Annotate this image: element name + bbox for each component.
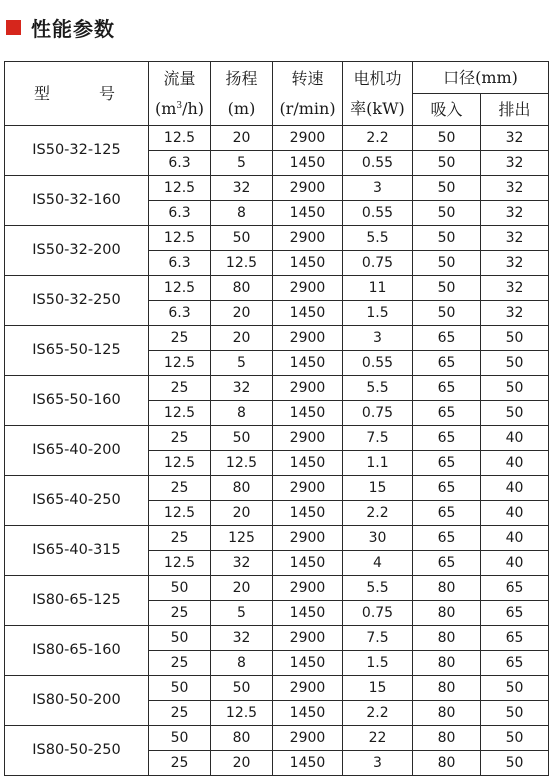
model-cell: IS80-50-200: [5, 676, 149, 726]
outlet-cell: 32: [481, 251, 549, 276]
power-cell: 3: [343, 326, 413, 351]
model-cell: IS65-50-125: [5, 326, 149, 376]
power-cell: 30: [343, 526, 413, 551]
power-cell: 1.5: [343, 301, 413, 326]
header-speed-unit: (r/min): [279, 98, 336, 118]
header-inlet: 吸入: [413, 94, 481, 126]
flow-cell: 50: [149, 576, 211, 601]
table-row: [5, 276, 549, 301]
outlet-cell: 65: [481, 626, 549, 651]
header-flow-unit-post: /h): [182, 98, 205, 118]
flow-cell: 12.5: [149, 226, 211, 251]
flow-cell: 6.3: [149, 201, 211, 226]
outlet-cell: 50: [481, 726, 549, 751]
flow-cell: 12.5: [149, 176, 211, 201]
head-cell: 32: [211, 376, 273, 401]
power-cell: 11: [343, 276, 413, 301]
flow-cell: 25: [149, 376, 211, 401]
head-cell: 50: [211, 226, 273, 251]
inlet-cell: 50: [413, 251, 481, 276]
flow-cell: 25: [149, 426, 211, 451]
head-cell: 80: [211, 476, 273, 501]
power-cell: 15: [343, 476, 413, 501]
table-row: [5, 226, 549, 251]
speed-cell: 2900: [273, 476, 343, 501]
power-cell: 0.75: [343, 601, 413, 626]
table-row: [5, 526, 549, 551]
inlet-cell: 80: [413, 676, 481, 701]
head-cell: 32: [211, 551, 273, 576]
flow-cell: 50: [149, 626, 211, 651]
speed-cell: 2900: [273, 726, 343, 751]
head-cell: 125: [211, 526, 273, 551]
outlet-cell: 50: [481, 376, 549, 401]
power-cell: 0.75: [343, 251, 413, 276]
speed-cell: 2900: [273, 126, 343, 151]
head-cell: 32: [211, 626, 273, 651]
flow-cell: 50: [149, 676, 211, 701]
inlet-cell: 80: [413, 726, 481, 751]
head-cell: 50: [211, 426, 273, 451]
section-heading: [6, 14, 115, 40]
flow-cell: 25: [149, 751, 211, 776]
inlet-cell: 80: [413, 601, 481, 626]
inlet-cell: 65: [413, 401, 481, 426]
inlet-cell: 65: [413, 476, 481, 501]
outlet-cell: 50: [481, 676, 549, 701]
speed-cell: 2900: [273, 226, 343, 251]
inlet-cell: 50: [413, 301, 481, 326]
speed-cell: 1450: [273, 251, 343, 276]
speed-cell: 1450: [273, 151, 343, 176]
speed-cell: 1450: [273, 301, 343, 326]
flow-cell: 12.5: [149, 351, 211, 376]
inlet-cell: 65: [413, 501, 481, 526]
header-model: 型 号: [5, 62, 149, 126]
flow-cell: 12.5: [149, 551, 211, 576]
header-power-unit: 率(kW): [350, 98, 405, 118]
model-cell: IS65-40-315: [5, 526, 149, 576]
header-flow-label: 流量: [163, 68, 196, 88]
flow-cell: 12.5: [149, 401, 211, 426]
outlet-cell: 32: [481, 226, 549, 251]
outlet-cell: 65: [481, 651, 549, 676]
power-cell: 15: [343, 676, 413, 701]
inlet-cell: 80: [413, 576, 481, 601]
table-row: [5, 676, 549, 701]
outlet-cell: 50: [481, 351, 549, 376]
inlet-cell: 65: [413, 551, 481, 576]
header-flow-unit-sup: 3: [176, 100, 183, 111]
speed-cell: 2900: [273, 176, 343, 201]
inlet-cell: 50: [413, 126, 481, 151]
power-cell: 3: [343, 176, 413, 201]
power-cell: 0.55: [343, 201, 413, 226]
outlet-cell: 40: [481, 426, 549, 451]
speed-cell: 1450: [273, 451, 343, 476]
head-cell: 12.5: [211, 701, 273, 726]
inlet-cell: 50: [413, 176, 481, 201]
flow-cell: 12.5: [149, 451, 211, 476]
power-cell: 1.5: [343, 651, 413, 676]
head-cell: 12.5: [211, 251, 273, 276]
power-cell: 2.2: [343, 501, 413, 526]
head-cell: 80: [211, 726, 273, 751]
outlet-cell: 40: [481, 476, 549, 501]
outlet-cell: 32: [481, 276, 549, 301]
outlet-cell: 40: [481, 551, 549, 576]
outlet-cell: 65: [481, 576, 549, 601]
inlet-cell: 65: [413, 351, 481, 376]
outlet-cell: 40: [481, 501, 549, 526]
inlet-cell: 50: [413, 151, 481, 176]
outlet-cell: 65: [481, 601, 549, 626]
outlet-cell: 40: [481, 451, 549, 476]
head-cell: 5: [211, 351, 273, 376]
table-header: [5, 62, 549, 126]
header-flow-unit-pre: (m: [154, 98, 177, 118]
table-row: [5, 626, 549, 651]
power-cell: 5.5: [343, 226, 413, 251]
speed-cell: 1450: [273, 601, 343, 626]
model-cell: IS50-32-200: [5, 226, 149, 276]
inlet-cell: 80: [413, 651, 481, 676]
header-outlet: 排出: [481, 94, 549, 126]
flow-cell: 12.5: [149, 276, 211, 301]
power-cell: 2.2: [343, 701, 413, 726]
speed-cell: 2900: [273, 426, 343, 451]
power-cell: 5.5: [343, 376, 413, 401]
inlet-cell: 80: [413, 751, 481, 776]
table-row: [5, 126, 549, 151]
flow-cell: 12.5: [149, 126, 211, 151]
inlet-cell: 65: [413, 451, 481, 476]
model-cell: IS80-65-160: [5, 626, 149, 676]
speed-cell: 1450: [273, 201, 343, 226]
red-square-marker: [6, 20, 21, 35]
outlet-cell: 50: [481, 326, 549, 351]
inlet-cell: 50: [413, 226, 481, 251]
flow-cell: 6.3: [149, 301, 211, 326]
inlet-cell: 65: [413, 326, 481, 351]
power-cell: 0.55: [343, 351, 413, 376]
header-speed-label: 转速: [291, 68, 324, 88]
inlet-cell: 50: [413, 201, 481, 226]
head-cell: 20: [211, 301, 273, 326]
speed-cell: 1450: [273, 551, 343, 576]
flow-cell: 6.3: [149, 251, 211, 276]
table-row: [5, 326, 549, 351]
model-cell: IS65-50-160: [5, 376, 149, 426]
power-cell: 7.5: [343, 626, 413, 651]
table-row: [5, 176, 549, 201]
outlet-cell: 40: [481, 526, 549, 551]
header-diameter: 口径(mm): [413, 62, 549, 94]
inlet-cell: 65: [413, 526, 481, 551]
header-speed: [273, 62, 343, 126]
flow-cell: 25: [149, 651, 211, 676]
table-row: [5, 476, 549, 501]
flow-cell: 12.5: [149, 501, 211, 526]
head-cell: 20: [211, 126, 273, 151]
table-row: [5, 426, 549, 451]
flow-cell: 25: [149, 326, 211, 351]
power-cell: 1.1: [343, 451, 413, 476]
outlet-cell: 32: [481, 126, 549, 151]
speed-cell: 1450: [273, 501, 343, 526]
power-cell: 7.5: [343, 426, 413, 451]
head-cell: 8: [211, 201, 273, 226]
model-cell: IS65-40-200: [5, 426, 149, 476]
inlet-cell: 80: [413, 701, 481, 726]
outlet-cell: 32: [481, 301, 549, 326]
performance-table: [4, 61, 549, 776]
section-title: 性能参数: [31, 16, 115, 41]
speed-cell: 2900: [273, 276, 343, 301]
head-cell: 32: [211, 176, 273, 201]
head-cell: 5: [211, 151, 273, 176]
table-row: [5, 726, 549, 751]
head-cell: 12.5: [211, 451, 273, 476]
speed-cell: 1450: [273, 401, 343, 426]
outlet-cell: 50: [481, 401, 549, 426]
inlet-cell: 65: [413, 376, 481, 401]
flow-cell: 6.3: [149, 151, 211, 176]
head-cell: 20: [211, 326, 273, 351]
power-cell: 0.75: [343, 401, 413, 426]
header-power: [343, 62, 413, 126]
speed-cell: 2900: [273, 676, 343, 701]
speed-cell: 2900: [273, 576, 343, 601]
head-cell: 80: [211, 276, 273, 301]
speed-cell: 2900: [273, 376, 343, 401]
outlet-cell: 50: [481, 751, 549, 776]
model-cell: IS65-40-250: [5, 476, 149, 526]
speed-cell: 1450: [273, 351, 343, 376]
power-cell: 0.55: [343, 151, 413, 176]
head-cell: 50: [211, 676, 273, 701]
header-power-label: 电机功: [353, 68, 402, 88]
model-cell: IS80-50-250: [5, 726, 149, 776]
speed-cell: 1450: [273, 701, 343, 726]
outlet-cell: 50: [481, 701, 549, 726]
power-cell: 4: [343, 551, 413, 576]
power-cell: 5.5: [343, 576, 413, 601]
table-row: [5, 576, 549, 601]
head-cell: 8: [211, 651, 273, 676]
speed-cell: 2900: [273, 326, 343, 351]
header-head: [211, 62, 273, 126]
model-cell: IS50-32-250: [5, 276, 149, 326]
speed-cell: 1450: [273, 751, 343, 776]
head-cell: 20: [211, 576, 273, 601]
head-cell: 20: [211, 751, 273, 776]
head-cell: 20: [211, 501, 273, 526]
speed-cell: 2900: [273, 526, 343, 551]
inlet-cell: 50: [413, 276, 481, 301]
header-head-label: 扬程: [225, 68, 258, 88]
table-body: [5, 126, 549, 776]
flow-cell: 50: [149, 726, 211, 751]
power-cell: 3: [343, 751, 413, 776]
head-cell: 5: [211, 601, 273, 626]
head-cell: 8: [211, 401, 273, 426]
model-cell: IS50-32-125: [5, 126, 149, 176]
header-flow: [149, 62, 211, 126]
model-cell: IS80-65-125: [5, 576, 149, 626]
flow-cell: 25: [149, 701, 211, 726]
header-head-unit: (m): [227, 98, 256, 118]
inlet-cell: 80: [413, 626, 481, 651]
power-cell: 22: [343, 726, 413, 751]
model-cell: IS50-32-160: [5, 176, 149, 226]
speed-cell: 2900: [273, 626, 343, 651]
flow-cell: 25: [149, 526, 211, 551]
outlet-cell: 32: [481, 201, 549, 226]
power-cell: 2.2: [343, 126, 413, 151]
table-row: [5, 376, 549, 401]
flow-cell: 25: [149, 601, 211, 626]
outlet-cell: 32: [481, 151, 549, 176]
speed-cell: 1450: [273, 651, 343, 676]
inlet-cell: 65: [413, 426, 481, 451]
outlet-cell: 32: [481, 176, 549, 201]
flow-cell: 25: [149, 476, 211, 501]
